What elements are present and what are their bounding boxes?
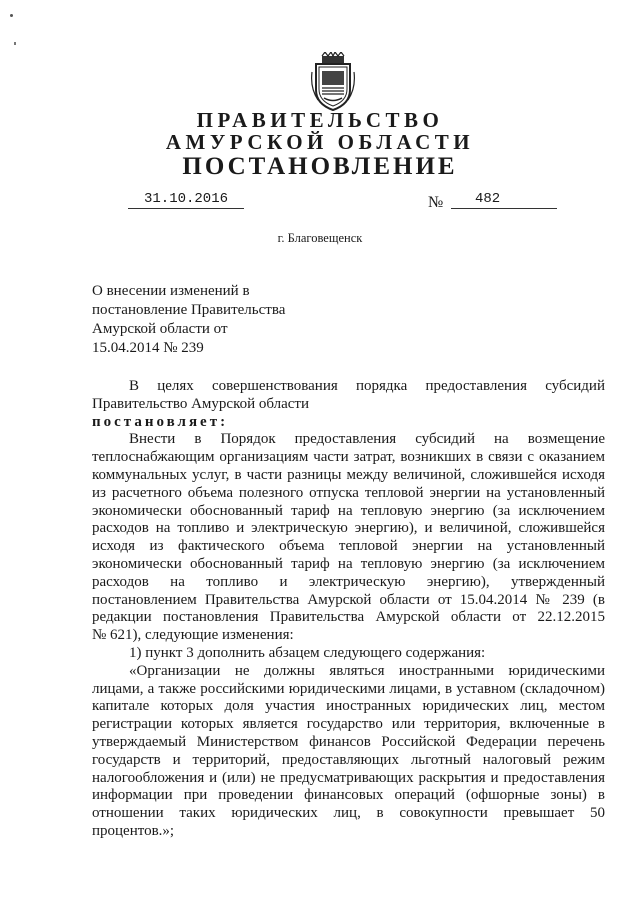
body-line: из расчетного объема полезного отпуска тепловой энергии на установленный	[92, 484, 605, 501]
subject-line: О внесении изменений в	[92, 283, 250, 299]
quoted-paragraph-line: процентов.»;	[92, 822, 175, 839]
quoted-paragraph-line: регистрации которых является государство или территория, включенные в	[92, 716, 605, 733]
document-number: 482	[451, 191, 557, 209]
body-line: постановлением Правительства Амурской области от 15.04.2014 № 239 (в	[92, 591, 605, 608]
quoted-paragraph-line: информации при проведении финансовых операций (офшорные зоны) в	[92, 787, 605, 804]
body-line: экономически обоснованный тариф на тепловую энергию (за исключением	[92, 555, 605, 572]
quoted-paragraph-line: «Организации не должны являться иностранными юридическими	[129, 662, 605, 679]
subject-line: постановление Правительства	[92, 302, 286, 318]
body-line: исходя из фактического объема тепловой энергии на установленный	[92, 538, 605, 555]
header-region: АМУРСКОЙ ОБЛАСТИ	[165, 130, 475, 154]
scan-speck	[10, 14, 13, 17]
header-government: ПРАВИТЕЛЬСТВО	[196, 108, 444, 132]
document-date: 31.10.2016	[128, 191, 244, 209]
quoted-paragraph-line: лицами, а также российскими юридическими лицами, в уставном (складочном)	[92, 680, 605, 697]
body-line: теплоснабжающим организациям части затрат, возникших в связи с оказанием	[92, 449, 605, 466]
document-subject	[92, 282, 285, 358]
city-name: г. Благовещенск	[277, 231, 363, 245]
body-line: расходов на топливо и электрическую энергию), утвержденный	[92, 573, 605, 590]
document-body	[92, 378, 605, 841]
body-line: расходов на топливо и электрическую энергию), и величиной, сложившейся	[92, 520, 605, 537]
quoted-paragraph-line: государств и территорий, предоставляющих льготный налоговый режим	[92, 751, 605, 768]
body-line: редакции постановления Правительства Амурской области от 22.12.2015	[92, 609, 605, 626]
amendment-item: 1) пункт 3 дополнить абзацем следующего содержания:	[129, 644, 486, 661]
body-line: Правительство Амурской области	[92, 395, 310, 412]
resolution-keyword: постановляет:	[92, 413, 229, 430]
number-sign: №	[428, 194, 444, 211]
coat-of-arms-icon	[310, 52, 356, 112]
subject-line: 15.04.2014 № 239	[92, 340, 204, 356]
subject-line: Амурской области от	[92, 321, 228, 337]
body-line: № 621), следующие изменения:	[92, 627, 294, 644]
body-line: коммунальных услуг, в части разницы между величиной, сложившейся исходя	[92, 466, 605, 483]
quoted-paragraph-line: капитале которых доля участия иностранных юридических лиц, местом	[92, 698, 605, 715]
quoted-paragraph-line: утверждаемый Министерством финансов Российской Федерации перечень	[92, 733, 605, 750]
body-line: В целях совершенствования порядка предоставления субсидий	[129, 378, 605, 394]
body-line: экономически обоснованный тариф на тепловую энергию (за исключением	[92, 502, 605, 519]
quoted-paragraph-line: отношении таких юридических лиц, в совокупности превышает 50	[92, 805, 605, 822]
quoted-paragraph-line: налогообложения и (или) не предусматривающих раскрытия и предоставления	[92, 769, 605, 786]
scan-speck	[14, 42, 16, 45]
body-line: Внести в Порядок предоставления субсидий на возмещение	[129, 431, 605, 448]
document-type-title: ПОСТАНОВЛЕНИЕ	[182, 153, 458, 180]
